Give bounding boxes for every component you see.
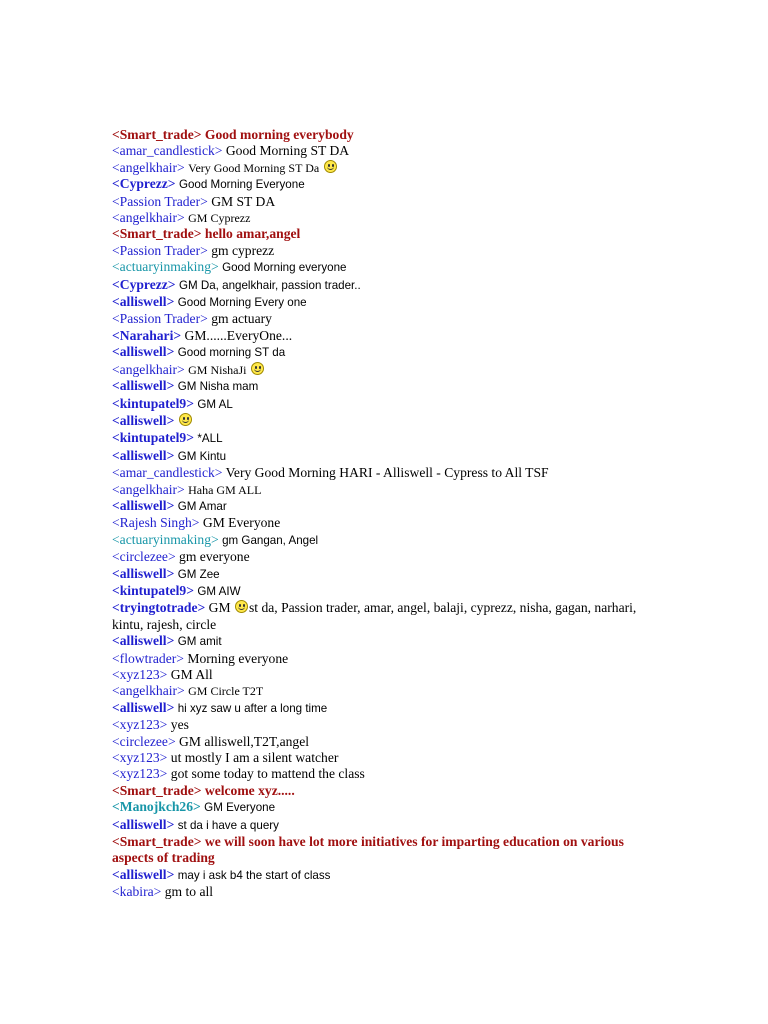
smiley-icon <box>324 160 337 173</box>
message-author: <Manojkch26> <box>112 799 201 815</box>
chat-message <box>112 243 652 259</box>
chat-message <box>112 277 652 294</box>
chat-message <box>112 482 652 498</box>
chat-message <box>112 884 652 900</box>
chat-message <box>112 396 652 413</box>
message-author: <angelkhair> <box>112 159 185 175</box>
chat-message <box>112 834 652 867</box>
message-author: <flowtrader> <box>112 650 184 666</box>
message-text: GM Cyprezz <box>188 211 251 226</box>
chat-message <box>112 294 652 311</box>
message-text: gm cyprezz <box>211 242 275 258</box>
chat-message <box>112 210 652 226</box>
message-text: GM amit <box>177 635 222 649</box>
message-text: Good Morning Every one <box>177 296 307 310</box>
message-text: st da, Passion trader, amar, angel, balaji, cyprezz, nisha, gagan, narhari, kintu, rajesh, circle <box>112 600 637 632</box>
message-text: Good Morning Everyone <box>178 178 305 192</box>
message-author: <alliswell> <box>112 565 175 581</box>
message-text: Good morning everybody <box>204 127 354 142</box>
message-author: <Smart_trade> <box>112 834 202 850</box>
message-text: *ALL <box>197 432 223 446</box>
chat-message <box>112 160 652 176</box>
message-text: st da i have a query <box>177 818 279 832</box>
message-text: GM Amar <box>177 499 227 513</box>
chat-message <box>112 700 652 717</box>
message-author: <Smart_trade> <box>112 782 202 798</box>
message-author: <Passion Trader> <box>112 311 208 327</box>
chat-message <box>112 633 652 650</box>
chat-message <box>112 226 652 242</box>
message-author: <circlezee> <box>112 549 176 565</box>
message-text-prefix: GM <box>208 600 231 616</box>
message-author: <kintupatel9> <box>112 395 194 411</box>
message-author: <alliswell> <box>112 344 175 360</box>
message-text: GM Kintu <box>177 449 227 463</box>
message-author: <alliswell> <box>112 378 175 394</box>
message-author: <circlezee> <box>112 733 176 749</box>
chat-message <box>112 549 652 565</box>
message-text: GM Nisha mam <box>177 380 259 394</box>
chat-message <box>112 194 652 210</box>
message-text: GM Everyone <box>204 801 276 815</box>
chat-message <box>112 766 652 782</box>
chat-message <box>112 328 652 344</box>
message-author: <alliswell> <box>112 699 175 715</box>
message-author: <amar_candlestick> <box>112 143 223 159</box>
message-text: gm Gangan, Angel <box>222 533 319 547</box>
message-author: <Cyprezz> <box>112 276 176 292</box>
message-text: hello amar,angel <box>204 226 301 242</box>
chat-message <box>112 532 652 549</box>
message-text: Good Morning ST DA <box>225 143 350 159</box>
chat-message <box>112 750 652 766</box>
chat-message <box>112 498 652 515</box>
message-text: gm to all <box>164 884 214 900</box>
chat-message <box>112 783 652 799</box>
message-author: <kabira> <box>112 884 162 900</box>
message-text: Haha GM ALL <box>188 482 262 497</box>
message-author: <Rajesh Singh> <box>112 515 200 531</box>
chat-message <box>112 311 652 327</box>
chat-message <box>112 344 652 361</box>
message-author: <alliswell> <box>112 633 175 649</box>
message-text: welcome xyz..... <box>204 782 295 798</box>
message-author: <angelkhair> <box>112 210 185 226</box>
chat-message <box>112 717 652 733</box>
message-text: Morning everyone <box>187 650 289 666</box>
message-author: <Smart_trade> <box>112 226 202 242</box>
chat-message <box>112 465 652 481</box>
chat-message <box>112 600 652 633</box>
smiley-icon <box>251 362 264 375</box>
chat-message <box>112 799 652 816</box>
message-text: gm actuary <box>211 311 272 327</box>
message-author: <xyz123> <box>112 667 168 682</box>
message-author: <Passion Trader> <box>112 242 208 258</box>
chat-message <box>112 143 652 159</box>
chat-message <box>112 583 652 600</box>
message-author: <angelkhair> <box>112 481 185 497</box>
chat-message <box>112 413 652 430</box>
message-text: Good morning ST da <box>177 346 286 360</box>
message-text: we will soon have lot more initiatives for imparting education on various aspects of trading <box>112 834 624 866</box>
chat-message <box>112 259 652 276</box>
message-author: <alliswell> <box>112 447 175 463</box>
chat-message <box>112 667 652 683</box>
smiley-icon <box>179 413 192 426</box>
message-text: GM AIW <box>197 584 241 598</box>
message-author: <Passion Trader> <box>112 193 208 209</box>
message-text: GM Everyone <box>202 515 281 531</box>
message-author: <xyz123> <box>112 717 168 733</box>
chat-message <box>112 566 652 583</box>
message-author: <actuaryinmaking> <box>112 259 219 275</box>
message-author: <alliswell> <box>112 816 175 832</box>
message-text: GM Zee <box>177 567 220 581</box>
message-text: ut mostly I am a silent watcher <box>170 750 339 766</box>
chat-message <box>112 867 652 884</box>
message-author: <Cyprezz> <box>112 176 176 192</box>
chat-message <box>112 378 652 395</box>
message-text: may i ask b4 the start of class <box>177 868 331 882</box>
message-text: yes <box>170 717 189 733</box>
message-text: GM......EveryOne... <box>184 327 293 343</box>
message-text: GM alliswell,T2T,angel <box>179 733 310 749</box>
message-text: GM All <box>170 667 213 682</box>
message-author: <angelkhair> <box>112 683 185 699</box>
message-text: GM NishaJi <box>188 362 247 377</box>
message-text: Very Good Morning ST Da <box>188 160 320 175</box>
message-author: <alliswell> <box>112 497 175 513</box>
message-author: <kintupatel9> <box>112 430 194 446</box>
message-text: GM AL <box>197 397 233 411</box>
chat-message <box>112 430 652 447</box>
message-text: got some today to mattend the class <box>170 766 365 782</box>
message-text: hi xyz saw u after a long time <box>177 701 328 715</box>
message-text: GM ST DA <box>211 193 276 209</box>
message-author: <tryingtotrade> <box>112 600 206 616</box>
message-text: gm everyone <box>179 549 250 565</box>
message-author: <angelkhair> <box>112 361 185 377</box>
message-text: GM Circle T2T <box>188 684 264 699</box>
chat-message <box>112 362 652 378</box>
chat-message <box>112 176 652 193</box>
message-author: <kintupatel9> <box>112 582 194 598</box>
chat-message <box>112 127 652 143</box>
chat-message <box>112 448 652 465</box>
message-author: <actuaryinmaking> <box>112 531 219 547</box>
chat-message <box>112 515 652 531</box>
message-author: <xyz123> <box>112 766 168 782</box>
message-author: <Smart_trade> <box>112 127 202 142</box>
message-author: <amar_candlestick> <box>112 465 223 481</box>
message-text: Good Morning everyone <box>222 261 347 275</box>
chat-log <box>112 127 652 901</box>
message-text: Very Good Morning HARI - Alliswell - Cypress to All TSF <box>225 465 549 481</box>
message-author: <alliswell> <box>112 412 175 428</box>
chat-message <box>112 734 652 750</box>
message-author: <xyz123> <box>112 750 168 766</box>
message-author: <Narahari> <box>112 327 182 343</box>
smiley-icon <box>235 600 248 613</box>
chat-message <box>112 683 652 699</box>
message-author: <alliswell> <box>112 866 175 882</box>
chat-message <box>112 651 652 667</box>
message-text: GM Da, angelkhair, passion trader.. <box>178 278 361 292</box>
message-author: <alliswell> <box>112 294 175 310</box>
chat-message <box>112 817 652 834</box>
